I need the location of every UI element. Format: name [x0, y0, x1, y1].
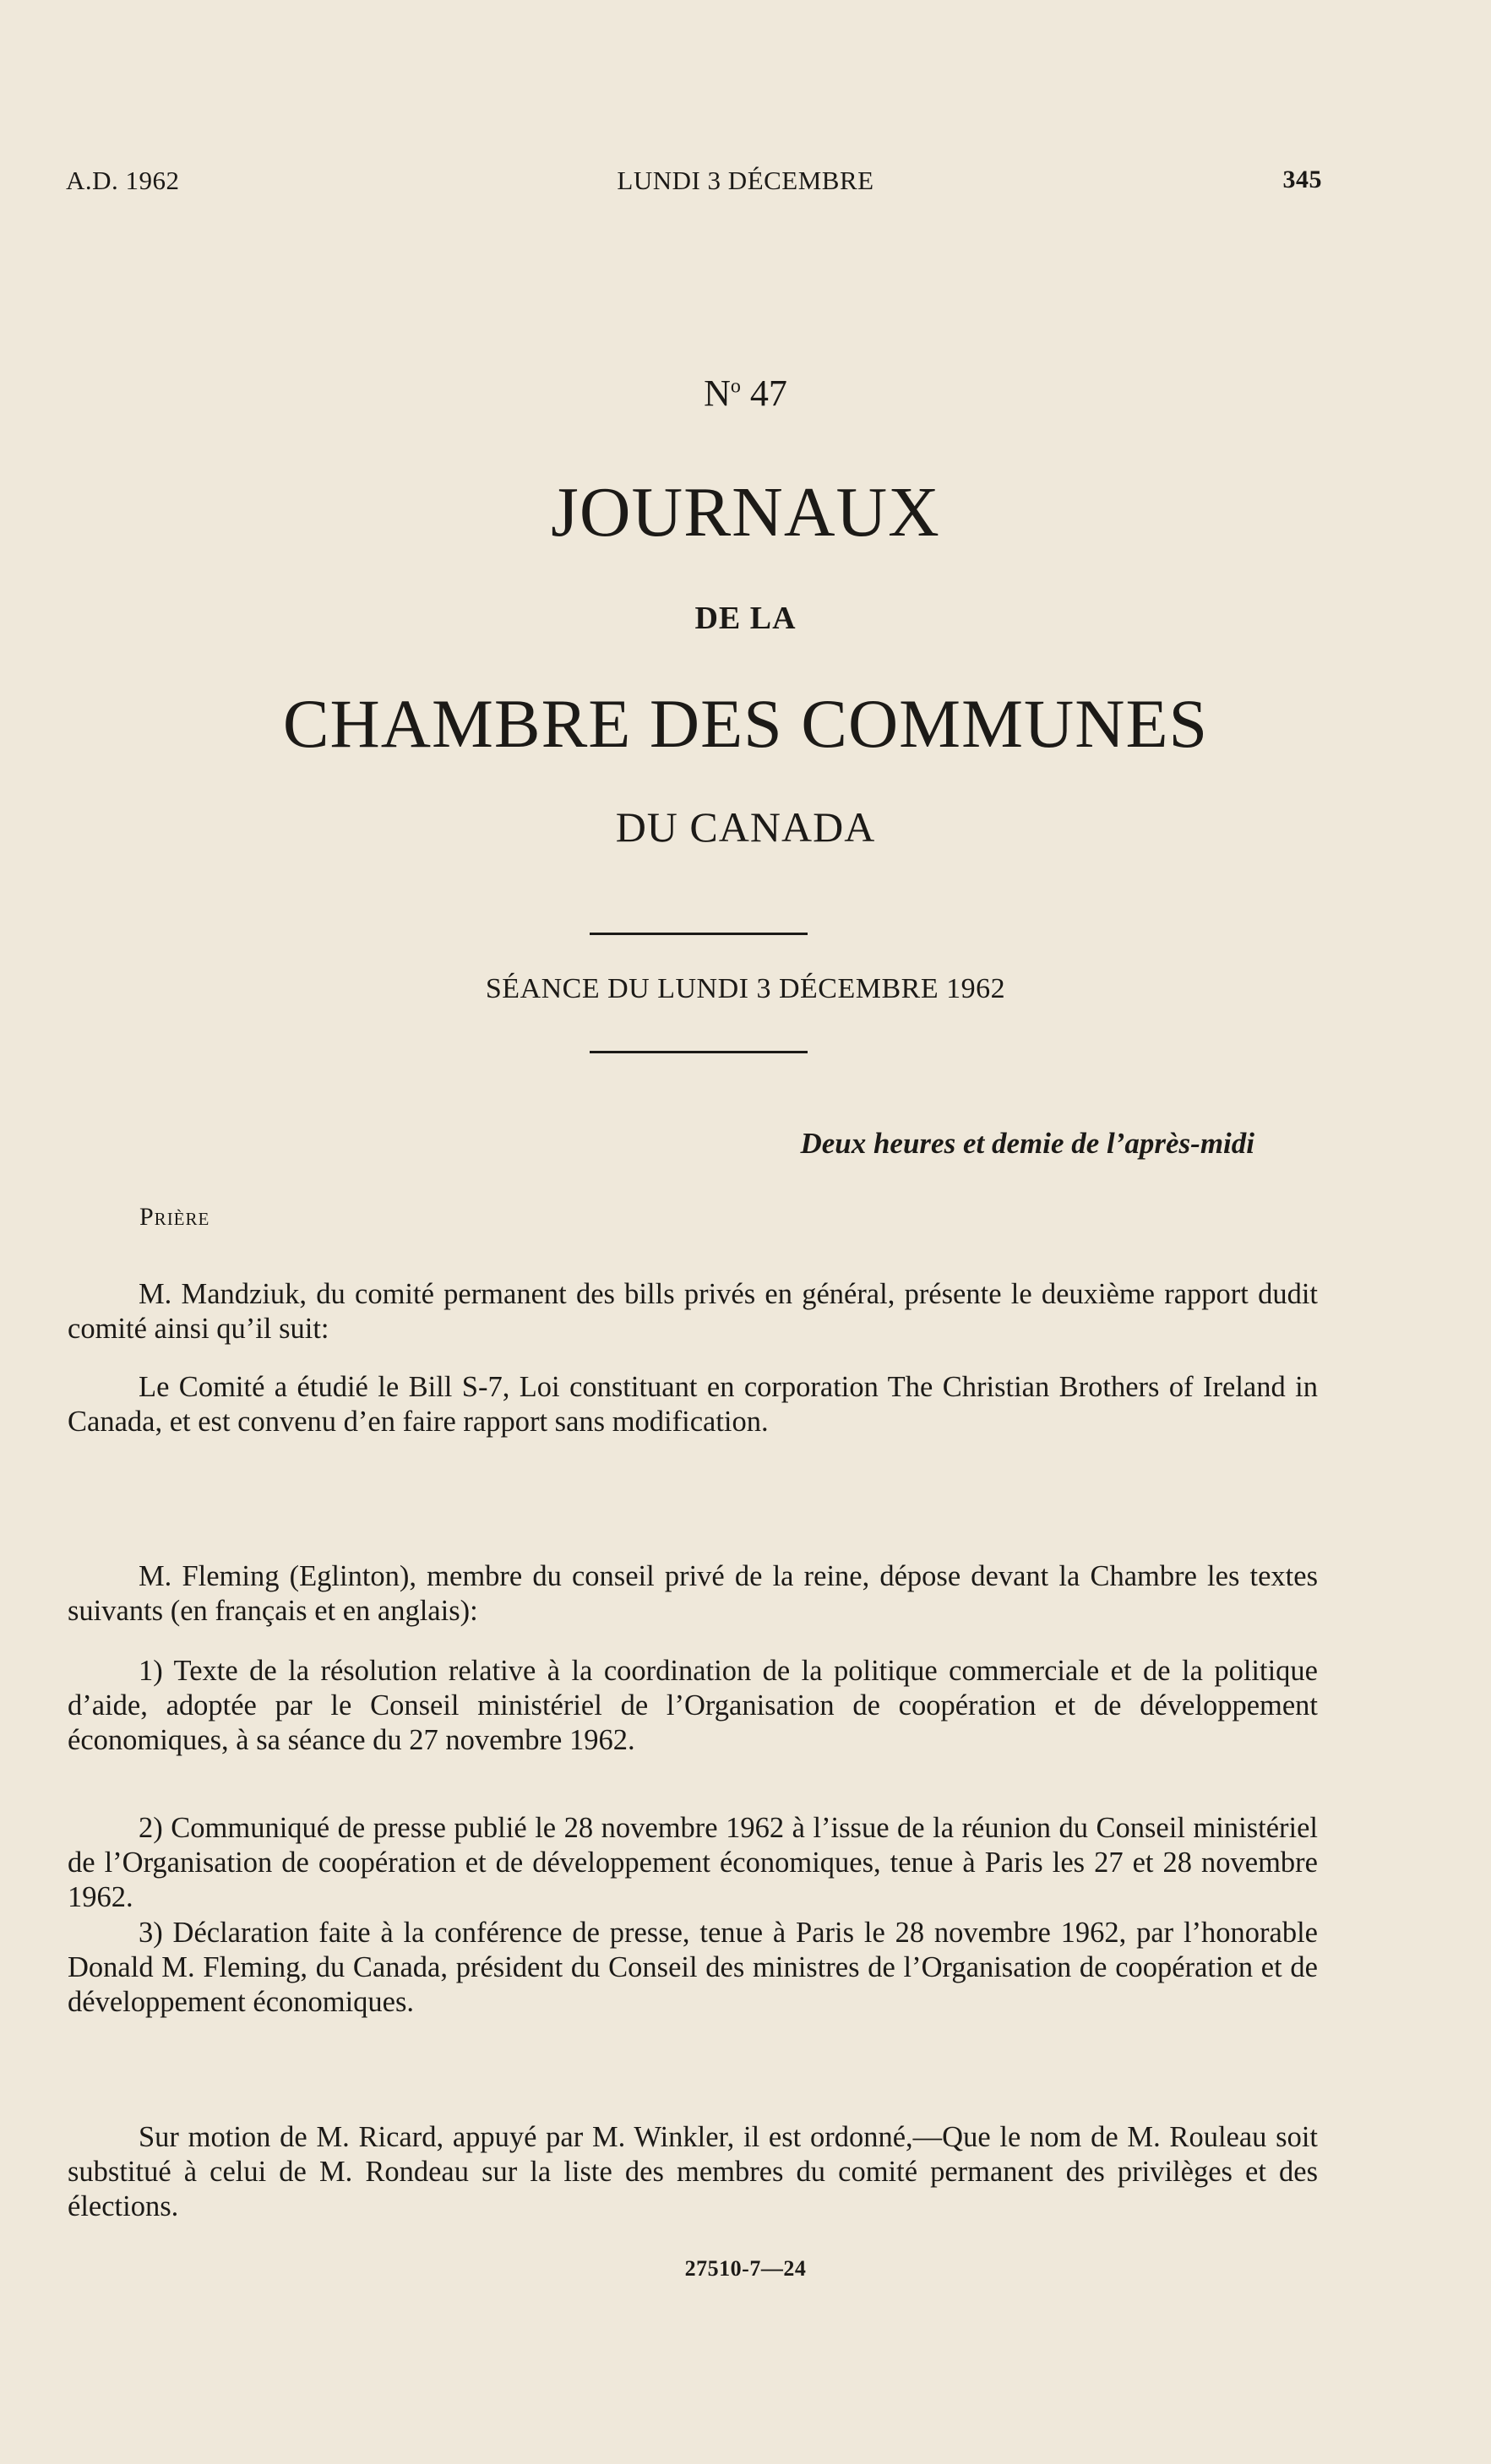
paragraph-report-text: Le Comité a étudié le Bill S-7, Loi constituant en corporation The Christian Brothers of Ireland in Canada, et est convenu d’en faire rapport sans modification. — [68, 1371, 1318, 1438]
paragraph-committee-report: M. Mandziuk, du comité permanent des bills privés en général, présente le deuxième rapport dudit comité ainsi qu’il suit: — [68, 1278, 1318, 1345]
paragraph-motion: Sur motion de M. Ricard, appuyé par M. Winkler, il est ordonné,—Que le nom de M. Rouleau soit substitué à celui de M. Rondeau sur la liste des membres du comité permanent des privilèges et des élections. — [68, 2121, 1318, 2222]
issue-prefix: N — [704, 373, 731, 414]
issue-sup: o — [730, 375, 741, 398]
divider-bottom — [590, 1051, 808, 1053]
divider-top — [590, 933, 808, 935]
paragraph-documents-tabled: M. Fleming (Eglinton), membre du conseil privé de la reine, dépose devant la Chambre les textes suivants (en français et en anglais): — [68, 1560, 1318, 1627]
journal-subtitle-de-la: DE LA — [694, 601, 797, 636]
print-code: 27510-7—24 — [684, 2256, 807, 2281]
section-heading-priere: Prière — [139, 1203, 210, 1231]
issue-number — [0, 372, 1491, 415]
issue-value: 47 — [740, 373, 787, 414]
paragraph-document-1: 1) Texte de la résolution relative à la coordination de la politique commerciale et de la politique d’aide, adoptée par le Conseil ministériel de l’Organisation de coopération et de développement économiques, à sa séance du 27 novembre 1962. — [68, 1655, 1318, 1756]
country-title: DU CANADA — [615, 803, 876, 851]
paragraph-document-2: 2) Communiqué de presse publié le 28 novembre 1962 à l’issue de la réunion du Conseil ministériel de l’Organisation de coopération et de développement économiques, tenue à Paris les 27 et 28 novembre 1962. — [68, 1812, 1318, 1913]
page-number: 345 — [1282, 166, 1322, 193]
paragraph-document-3: 3) Déclaration faite à la conférence de presse, tenue à Paris le 28 novembre 1962, par l’honorable Donald M. Fleming, du Canada, président du Conseil des ministres de l’Organisation de coopération et de développement économiques. — [68, 1917, 1318, 2018]
chamber-title: CHAMBRE DES COMMUNES — [282, 685, 1209, 762]
session-title: SÉANCE DU LUNDI 3 DÉCEMBRE 1962 — [485, 973, 1006, 1004]
header-date: LUNDI 3 DÉCEMBRE — [617, 166, 874, 195]
session-time: Deux heures et demie de l’après-midi — [800, 1127, 1254, 1160]
journal-title: JOURNAUX — [551, 473, 940, 552]
header-year: A.D. 1962 — [66, 166, 180, 195]
